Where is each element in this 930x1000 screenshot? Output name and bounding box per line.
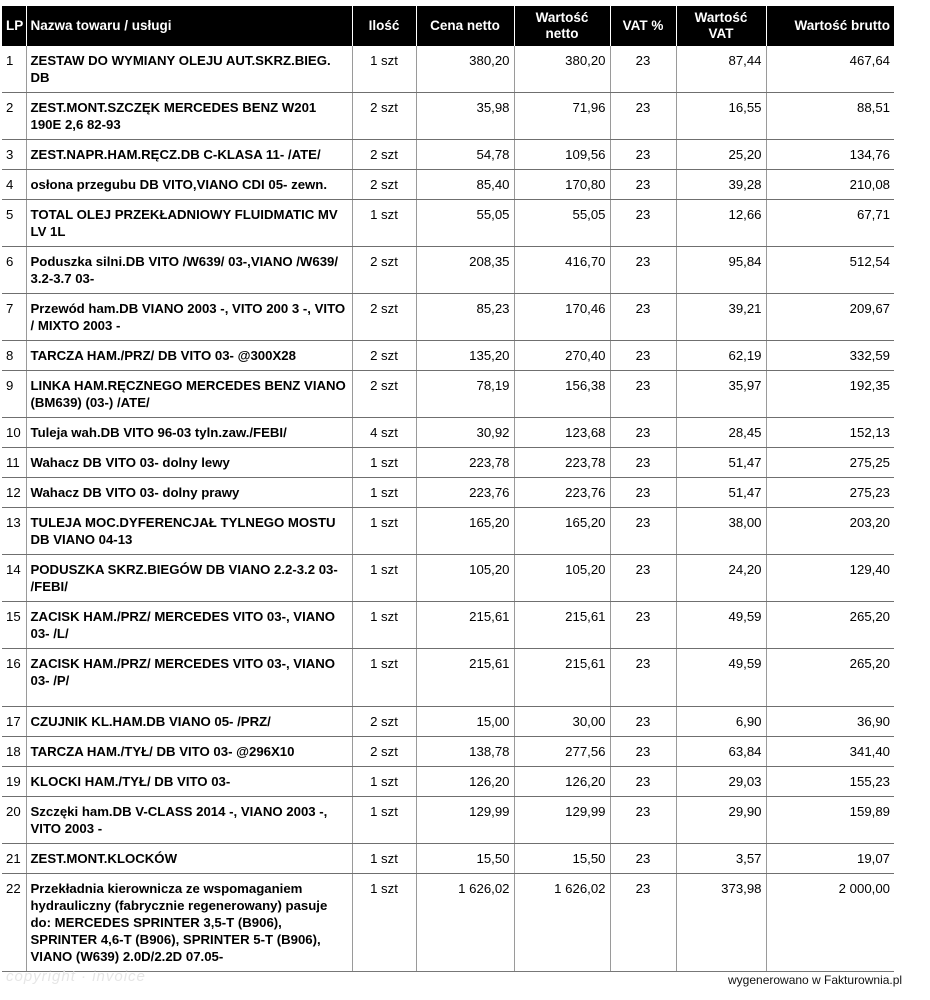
cell-net-value: 170,80	[514, 170, 610, 200]
cell-net-value: 416,70	[514, 247, 610, 294]
cell-net-price: 35,98	[416, 93, 514, 140]
cell-net-price: 30,92	[416, 418, 514, 448]
cell-vat-value: 62,19	[676, 341, 766, 371]
table-row	[2, 844, 894, 874]
cell-quantity: 1 szt	[352, 649, 416, 707]
cell-vat-value: 49,59	[676, 649, 766, 707]
cell-vat-rate: 23	[610, 508, 676, 555]
cell-quantity: 2 szt	[352, 140, 416, 170]
table-row	[2, 418, 894, 448]
cell-vat-rate: 23	[610, 737, 676, 767]
invoice-items-table	[2, 6, 894, 972]
cell-net-value: 277,56	[514, 737, 610, 767]
cell-net-value: 30,00	[514, 707, 610, 737]
cell-item-name: ZESTAW DO WYMIANY OLEJU AUT.SKRZ.BIEG. DB	[26, 46, 352, 93]
cell-lp: 22	[2, 874, 26, 972]
cell-lp: 16	[2, 649, 26, 707]
cell-gross-value: 275,23	[766, 478, 894, 508]
cell-lp: 1	[2, 46, 26, 93]
cell-quantity: 1 szt	[352, 555, 416, 602]
cell-vat-rate: 23	[610, 294, 676, 341]
cell-vat-rate: 23	[610, 200, 676, 247]
cell-net-price: 215,61	[416, 649, 514, 707]
cell-item-name: Tuleja wah.DB VITO 96-03 tyln.zaw./FEBI/	[26, 418, 352, 448]
cell-gross-value: 210,08	[766, 170, 894, 200]
cell-net-value: 223,78	[514, 448, 610, 478]
cell-vat-value: 51,47	[676, 448, 766, 478]
cell-net-value: 109,56	[514, 140, 610, 170]
cell-vat-rate: 23	[610, 418, 676, 448]
cell-lp: 3	[2, 140, 26, 170]
cell-vat-value: 35,97	[676, 371, 766, 418]
table-body	[2, 46, 894, 972]
cell-quantity: 1 szt	[352, 844, 416, 874]
cell-vat-value: 12,66	[676, 200, 766, 247]
cell-quantity: 2 szt	[352, 294, 416, 341]
cell-gross-value: 19,07	[766, 844, 894, 874]
cell-gross-value: 203,20	[766, 508, 894, 555]
table-row	[2, 737, 894, 767]
cell-lp: 10	[2, 418, 26, 448]
cell-vat-rate: 23	[610, 602, 676, 649]
cell-lp: 7	[2, 294, 26, 341]
cell-gross-value: 192,35	[766, 371, 894, 418]
cell-lp: 8	[2, 341, 26, 371]
cell-vat-rate: 23	[610, 707, 676, 737]
table-row	[2, 767, 894, 797]
cell-vat-rate: 23	[610, 555, 676, 602]
cell-item-name: LINKA HAM.RĘCZNEGO MERCEDES BENZ VIANO (BM639) (03-) /ATE/	[26, 371, 352, 418]
cell-net-price: 129,99	[416, 797, 514, 844]
cell-item-name: Poduszka silni.DB VITO /W639/ 03-,VIANO /W639/ 3.2-3.7 03-	[26, 247, 352, 294]
cell-vat-value: 95,84	[676, 247, 766, 294]
cell-gross-value: 134,76	[766, 140, 894, 170]
cell-vat-rate: 23	[610, 170, 676, 200]
cell-net-price: 215,61	[416, 602, 514, 649]
cell-gross-value: 265,20	[766, 649, 894, 707]
header-lp: LP	[2, 6, 26, 46]
cell-net-price: 15,50	[416, 844, 514, 874]
cell-item-name: ZEST.NAPR.HAM.RĘCZ.DB C-KLASA 11- /ATE/	[26, 140, 352, 170]
cell-vat-rate: 23	[610, 371, 676, 418]
cell-quantity: 1 szt	[352, 448, 416, 478]
cell-vat-rate: 23	[610, 140, 676, 170]
cell-net-value: 123,68	[514, 418, 610, 448]
cell-lp: 6	[2, 247, 26, 294]
header-row	[2, 6, 894, 46]
cell-net-price: 78,19	[416, 371, 514, 418]
cell-vat-value: 373,98	[676, 874, 766, 972]
cell-vat-rate: 23	[610, 93, 676, 140]
cell-net-price: 15,00	[416, 707, 514, 737]
cell-item-name: Przewód ham.DB VIANO 2003 -, VITO 200 3 -, VITO / MIXTO 2003 -	[26, 294, 352, 341]
cell-net-price: 165,20	[416, 508, 514, 555]
cell-net-value: 105,20	[514, 555, 610, 602]
cell-item-name: PODUSZKA SKRZ.BIEGÓW DB VIANO 2.2-3.2 03- /FEBI/	[26, 555, 352, 602]
cell-lp: 2	[2, 93, 26, 140]
cell-lp: 13	[2, 508, 26, 555]
cell-lp: 11	[2, 448, 26, 478]
cell-item-name: ZEST.MONT.KLOCKÓW	[26, 844, 352, 874]
cell-net-value: 215,61	[514, 602, 610, 649]
cell-quantity: 2 szt	[352, 707, 416, 737]
header-name: Nazwa towaru / usługi	[26, 6, 352, 46]
cell-vat-value: 24,20	[676, 555, 766, 602]
cell-gross-value: 129,40	[766, 555, 894, 602]
cell-net-value: 165,20	[514, 508, 610, 555]
cell-net-value: 156,38	[514, 371, 610, 418]
cell-gross-value: 332,59	[766, 341, 894, 371]
cell-net-price: 126,20	[416, 767, 514, 797]
cell-item-name: Wahacz DB VITO 03- dolny prawy	[26, 478, 352, 508]
cell-lp: 21	[2, 844, 26, 874]
cell-net-value: 71,96	[514, 93, 610, 140]
invoice-items-section	[2, 6, 894, 972]
cell-lp: 18	[2, 737, 26, 767]
cell-lp: 14	[2, 555, 26, 602]
cell-quantity: 1 szt	[352, 200, 416, 247]
cell-vat-value: 29,90	[676, 797, 766, 844]
cell-net-price: 1 626,02	[416, 874, 514, 972]
cell-item-name: ZACISK HAM./PRZ/ MERCEDES VITO 03-, VIANO 03- /P/	[26, 649, 352, 707]
cell-net-value: 55,05	[514, 200, 610, 247]
cell-gross-value: 155,23	[766, 767, 894, 797]
table-row	[2, 478, 894, 508]
cell-net-value: 270,40	[514, 341, 610, 371]
table-row	[2, 602, 894, 649]
cell-vat-value: 87,44	[676, 46, 766, 93]
cell-vat-value: 49,59	[676, 602, 766, 649]
cell-vat-rate: 23	[610, 649, 676, 707]
cell-item-name: Szczęki ham.DB V-CLASS 2014 -, VIANO 2003 -, VITO 2003 -	[26, 797, 352, 844]
cell-net-value: 1 626,02	[514, 874, 610, 972]
cell-net-value: 380,20	[514, 46, 610, 93]
cell-quantity: 2 szt	[352, 371, 416, 418]
cell-item-name: TOTAL OLEJ PRZEKŁADNIOWY FLUIDMATIC MV LV 1L	[26, 200, 352, 247]
cell-lp: 5	[2, 200, 26, 247]
table-row	[2, 46, 894, 93]
cell-vat-rate: 23	[610, 448, 676, 478]
cell-vat-rate: 23	[610, 247, 676, 294]
cell-gross-value: 265,20	[766, 602, 894, 649]
cell-item-name: Wahacz DB VITO 03- dolny lewy	[26, 448, 352, 478]
cell-lp: 9	[2, 371, 26, 418]
cell-item-name: ZACISK HAM./PRZ/ MERCEDES VITO 03-, VIANO 03- /L/	[26, 602, 352, 649]
table-row	[2, 797, 894, 844]
cell-quantity: 1 szt	[352, 767, 416, 797]
cell-quantity: 2 szt	[352, 341, 416, 371]
cell-gross-value: 275,25	[766, 448, 894, 478]
cell-gross-value: 152,13	[766, 418, 894, 448]
cell-item-name: TULEJA MOC.DYFERENCJAŁ TYLNEGO MOSTU DB VIANO 04-13	[26, 508, 352, 555]
cell-net-price: 105,20	[416, 555, 514, 602]
cell-net-price: 380,20	[416, 46, 514, 93]
cell-vat-rate: 23	[610, 478, 676, 508]
cell-net-value: 223,76	[514, 478, 610, 508]
cell-gross-value: 159,89	[766, 797, 894, 844]
header-vat-rate: VAT %	[610, 6, 676, 46]
cell-quantity: 2 szt	[352, 737, 416, 767]
cell-item-name: TARCZA HAM./TYŁ/ DB VITO 03- @296X10	[26, 737, 352, 767]
cell-net-value: 129,99	[514, 797, 610, 844]
cell-net-price: 223,76	[416, 478, 514, 508]
header-net-price: Cena netto	[416, 6, 514, 46]
table-row	[2, 371, 894, 418]
cell-lp: 4	[2, 170, 26, 200]
cell-net-price: 54,78	[416, 140, 514, 170]
cell-vat-value: 51,47	[676, 478, 766, 508]
header-gross-value: Wartość brutto	[766, 6, 894, 46]
cell-net-value: 15,50	[514, 844, 610, 874]
cell-gross-value: 2 000,00	[766, 874, 894, 972]
cell-item-name: KLOCKI HAM./TYŁ/ DB VITO 03-	[26, 767, 352, 797]
table-header	[2, 6, 894, 46]
cell-gross-value: 209,67	[766, 294, 894, 341]
header-qty: Ilość	[352, 6, 416, 46]
cell-vat-rate: 23	[610, 341, 676, 371]
cell-item-name: ZEST.MONT.SZCZĘK MERCEDES BENZ W201 190E 2,6 82-93	[26, 93, 352, 140]
cell-vat-rate: 23	[610, 767, 676, 797]
cell-quantity: 1 szt	[352, 46, 416, 93]
cell-quantity: 1 szt	[352, 508, 416, 555]
table-row	[2, 294, 894, 341]
cell-lp: 15	[2, 602, 26, 649]
cell-vat-value: 63,84	[676, 737, 766, 767]
cell-vat-value: 39,28	[676, 170, 766, 200]
cell-vat-value: 28,45	[676, 418, 766, 448]
cell-item-name: CZUJNIK KL.HAM.DB VIANO 05- /PRZ/	[26, 707, 352, 737]
table-row	[2, 170, 894, 200]
cell-quantity: 1 szt	[352, 797, 416, 844]
cell-vat-value: 25,20	[676, 140, 766, 170]
table-row	[2, 200, 894, 247]
cell-quantity: 2 szt	[352, 93, 416, 140]
table-row	[2, 448, 894, 478]
cell-lp: 20	[2, 797, 26, 844]
cell-item-name: Przekładnia kierownicza ze wspomaganiem hydrauliczny (fabrycznie regenerowany) pasuje do: MERCEDES SPRINTER 3,5-T (B906), SPRINTER 4,6-T (B906), SPRINTER 5-T (B906), VIANO (W639) 2.0D/2.2D 07.05-	[26, 874, 352, 972]
cell-gross-value: 36,90	[766, 707, 894, 737]
cell-quantity: 2 szt	[352, 247, 416, 294]
header-net-value: Wartość netto	[514, 6, 610, 46]
cell-item-name: TARCZA HAM./PRZ/ DB VITO 03- @300X28	[26, 341, 352, 371]
cell-net-price: 55,05	[416, 200, 514, 247]
cell-gross-value: 88,51	[766, 93, 894, 140]
table-row	[2, 140, 894, 170]
watermark-text: copyright · invoice	[6, 968, 146, 985]
cell-vat-value: 6,90	[676, 707, 766, 737]
table-row	[2, 874, 894, 972]
cell-net-value: 126,20	[514, 767, 610, 797]
cell-net-price: 223,78	[416, 448, 514, 478]
cell-vat-rate: 23	[610, 46, 676, 93]
cell-net-price: 85,23	[416, 294, 514, 341]
generated-by-footer: wygenerowano w Fakturownia.pl	[728, 973, 903, 987]
cell-quantity: 4 szt	[352, 418, 416, 448]
cell-vat-value: 29,03	[676, 767, 766, 797]
cell-item-name: osłona przegubu DB VITO,VIANO CDI 05- zewn.	[26, 170, 352, 200]
cell-lp: 12	[2, 478, 26, 508]
cell-vat-rate: 23	[610, 797, 676, 844]
table-row	[2, 649, 894, 707]
cell-vat-value: 3,57	[676, 844, 766, 874]
cell-net-price: 85,40	[416, 170, 514, 200]
cell-gross-value: 67,71	[766, 200, 894, 247]
cell-vat-value: 39,21	[676, 294, 766, 341]
cell-quantity: 1 szt	[352, 478, 416, 508]
cell-vat-value: 16,55	[676, 93, 766, 140]
table-row	[2, 555, 894, 602]
table-row	[2, 707, 894, 737]
cell-vat-value: 38,00	[676, 508, 766, 555]
cell-quantity: 1 szt	[352, 874, 416, 972]
cell-gross-value: 341,40	[766, 737, 894, 767]
cell-vat-rate: 23	[610, 844, 676, 874]
cell-gross-value: 467,64	[766, 46, 894, 93]
table-row	[2, 508, 894, 555]
cell-lp: 19	[2, 767, 26, 797]
cell-net-value: 215,61	[514, 649, 610, 707]
table-row	[2, 247, 894, 294]
cell-vat-rate: 23	[610, 874, 676, 972]
cell-net-price: 138,78	[416, 737, 514, 767]
header-vat-value: Wartość VAT	[676, 6, 766, 46]
table-row	[2, 93, 894, 140]
table-row	[2, 341, 894, 371]
cell-quantity: 1 szt	[352, 602, 416, 649]
cell-net-price: 135,20	[416, 341, 514, 371]
cell-gross-value: 512,54	[766, 247, 894, 294]
cell-quantity: 2 szt	[352, 170, 416, 200]
cell-lp: 17	[2, 707, 26, 737]
cell-net-value: 170,46	[514, 294, 610, 341]
cell-net-price: 208,35	[416, 247, 514, 294]
